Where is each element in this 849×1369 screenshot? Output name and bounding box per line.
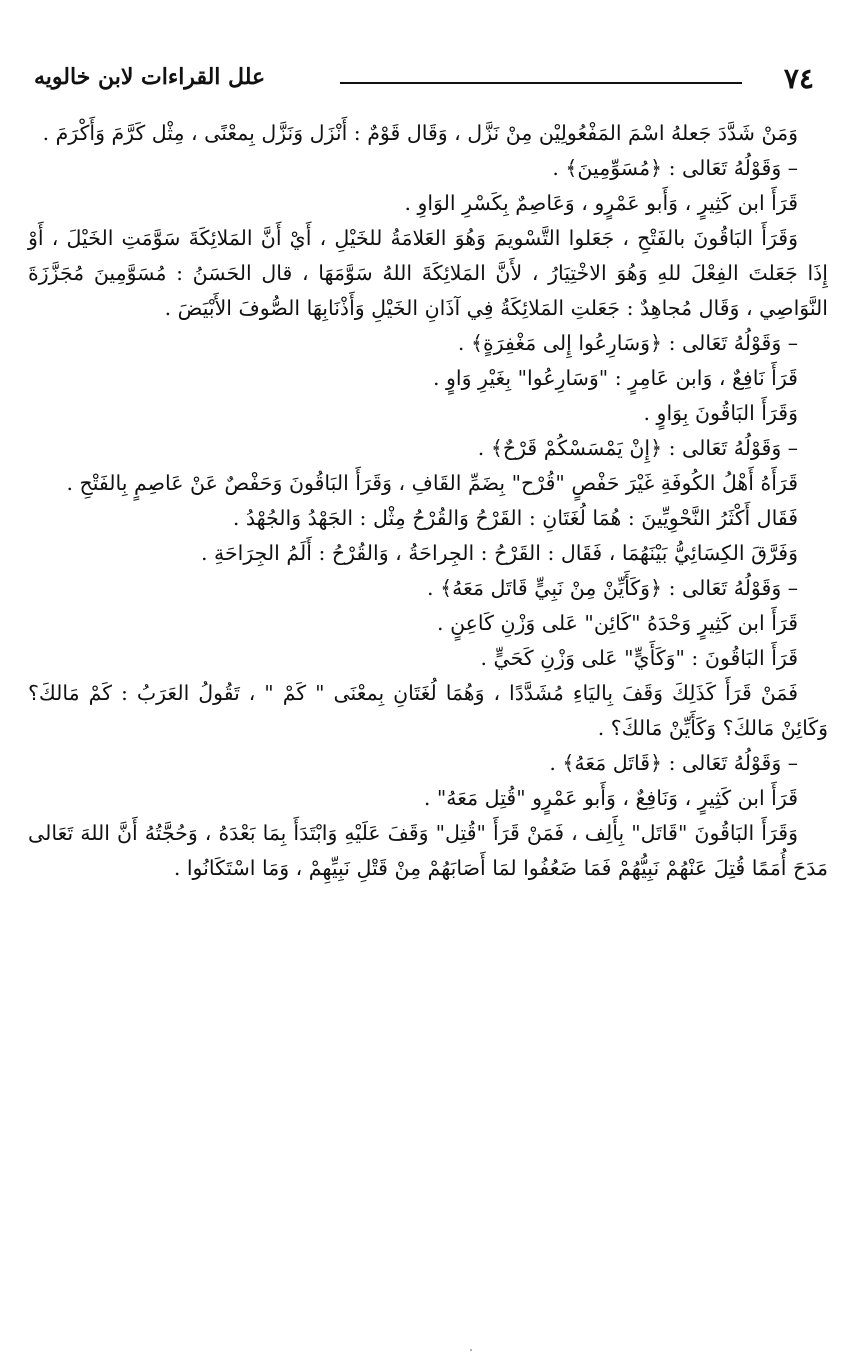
paragraph: قَرَأَ البَاقُونَ : "وَكَأَيٍّ" عَلى وَزْنِ كَحَيٍّ . [480,646,798,670]
paragraph: قَرَأَ ابن كَثِيرٍ ، وَأَبو عَمْرٍو ، وَعَاصِمٌ بِكَسْرِ الوَاوِ . [404,191,798,215]
verse-heading: – وَقَوْلُهُ تَعَالى : ﴿وَكَأَيِّنْ مِنْ نَبِيٍّ قَاتَل مَعَهُ﴾ . [427,576,798,600]
verse-heading: – وَقَوْلُهُ تَعَالى : ﴿وَسَارِعُوا إِلى مَغْفِرَةٍ﴾ . [457,331,798,355]
paragraph: قَرَأَ ابن كَثِيرٍ ، وَنَافِعٌ ، وَأَبو عَمْرٍو "قُتِل مَعَهُ" . [423,786,798,810]
paragraph: فَقَال أَكْثَرُ النَّحْوِيِّينَ : هُمَا لُغَتَانِ : القَرْحُ وَالقُرْحُ مِثْل : الجَهْدُ وَالجُهْدُ . [232,506,798,530]
paragraph: وَمَنْ شَدَّدَ جَعلهُ اسْمَ المَفْعُولِيْن مِنْ نَزَّل ، وَقَال قَوْمٌ : أَنْزَل وَنَزَّل بِمعْنًى ، مِثْل كَرَّمَ وَأَكْرَمَ . [42,121,798,145]
paragraph: وَقَرَأَ البَاقُونَ بِوَاوٍ . [643,401,798,425]
page-body [28,116,828,886]
paragraph: قَرَأَ نَافِعٌ ، وَابن عَامِرٍ : "وَسَارِعُوا" بِغَيْرِ وَاوٍ . [432,366,798,390]
paragraph: وَقَرَأَ البَاقُونَ "قَاتَل" بِأَلِف ، فَمَنْ قَرَأَ "قُتِل" وَقَفَ عَلَيْهِ وَابْتَدَأَ بِمَا بَعْدَهُ ، وَحُجَّتُهُ أَنَّ اللهَ تَعَالى مَدَحَ أُمَمًا قُتِلَ عَنْهُمْ نَبِيُّهُمْ فَمَا ضَعُفُوا لمَا أَصَابَهُمْ مِنْ قَتْلِ نَبِيِّهِمْ ، وَمَا اسْتَكَانُوا . [28,821,828,880]
header-rule [340,82,742,84]
paragraph: قَرَأَهُ أَهْلُ الكُوفَةِ غَيْرَ حَفْصٍ "قُرْح" بِضَمِّ القَافِ ، وَقَرَأَ البَاقُونَ وَحَفْصٌ عَنْ عَاصِمٍ بِالفَتْحِ . [66,471,798,495]
running-title: علل القراءات لابن خالويه [34,64,266,90]
verse-heading: – وَقَوْلُهُ تَعَالى : ﴿إِنْ يَمْسَسْكُمْ قَرْحٌ﴾ . [477,436,798,460]
book-page [28,56,828,1346]
verse-heading: – وَقَوْلُهُ تَعَالى : ﴿قَاتَل مَعَهُ﴾ . [549,751,798,775]
scan-speck [470,1349,472,1351]
page-number: ٧٤ [783,62,814,95]
paragraph: فَمَنْ قَرَأَ كَذَلِكَ وَقَفَ بِاليَاءِ مُشَدَّدًا ، وَهُمَا لُغَتَانِ بِمعْنَى " كَمْ " ، تَقُولُ العَرَبُ : كَمْ مَالكَ؟ وَكَائِنْ مَالكَ؟ وَكَأَيِّنْ مَالكَ؟ . [28,681,828,740]
paragraph: قَرَأَ ابن كَثِيرٍ وَحْدَهُ "كَائِن" عَلى وَزْنِ كَاعِنٍ . [437,611,798,635]
paragraph: وَفَرَّقَ الكِسَائِيُّ بَيْنَهُمَا ، فَقَال : القَرْحُ : الجِراحَةُ ، وَالقُرْحُ : أَلَمُ الجِرَاحَةِ . [200,541,798,565]
page-header [28,56,828,102]
verse-heading: – وَقَوْلُهُ تَعَالى : ﴿مُسَوِّمِينَ﴾ . [552,156,798,180]
paragraph: وَقَرَأَ البَاقُونَ بالفَتْحِ ، جَعَلوا التَّسْويمَ وَهُوَ العَلامَةُ للخَيْلِ ، أَيْ أَنَّ المَلائِكَةَ سَوَّمَتِ الخَيْلَ ، أَوْ إِذَا جَعَلتَ الفِعْلَ للهِ وَهُوَ الاخْتِيَارُ ، لأَنَّ المَلائِكَةَ اللهُ سَوَّمَهَا ، قال الحَسَنُ : مُسَوَّمِينَ مُجَزَّزَةَ النَّوَاصِي ، وَقَال مُجاهِدٌ : جَعَلتِ المَلائِكَةُ فِي آذَانِ الخَيْلِ وَأَذْنَابِهَا الصُّوفَ الأَبْيَضَ . [28,226,828,320]
